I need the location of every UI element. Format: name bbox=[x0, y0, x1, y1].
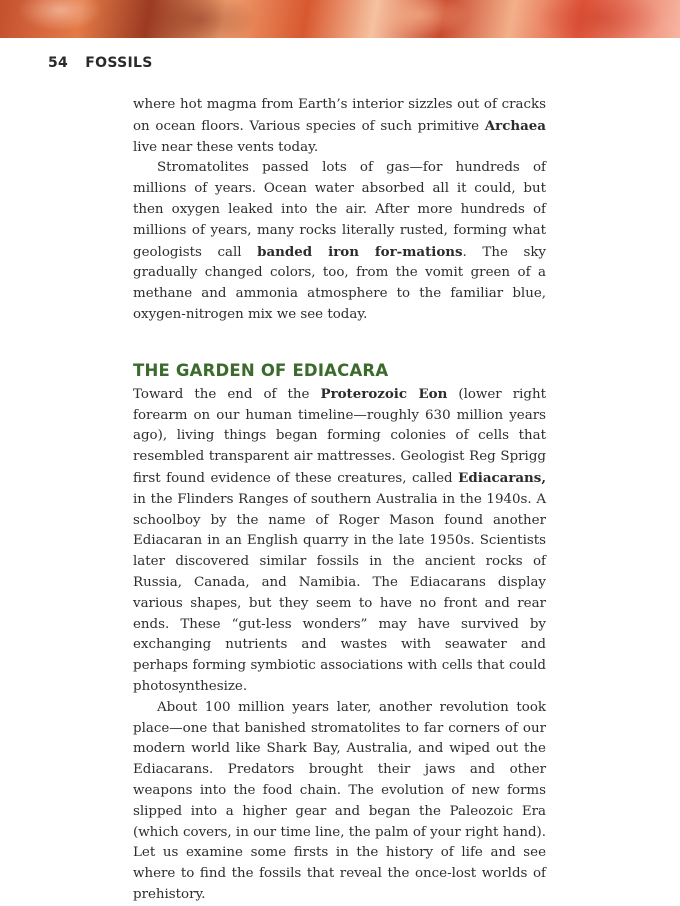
text-run: Toward the end of the bbox=[133, 386, 321, 402]
bold-term-proterozoic: Proterozoic Eon bbox=[320, 385, 448, 402]
paragraph-2 bbox=[133, 158, 546, 325]
paragraph-3 bbox=[133, 384, 546, 698]
text-run: where hot magma from Earth’s interior sizzles out of cracks on ocean floors. Various species of such primitive bbox=[133, 97, 546, 134]
paragraph-1 bbox=[133, 95, 546, 158]
page-number: 54 bbox=[48, 55, 69, 71]
text-run: live near these vents today. bbox=[133, 139, 319, 155]
text-run: About 100 million years later, another revolution took place—one that banished stromatolites to far corners of our modern world like Shark Bay, Australia, and wiped out the Ediacarans. Predators brought their jaws and other weapons into the food chain. The evolution of new forms slipped into a higher gear and began the Paleozoic Era (which covers, in our time line, the palm of your right hand). Let us examine some firsts in the history of life and see where to find the fossils that reveal the once-lost worlds of prehistory. bbox=[133, 699, 546, 902]
text-run: . The sky gradually changed colors, too, from the vomit green of a methane and ammonia atmosphere to the familiar blue, oxygen-nitrogen mix we see today. bbox=[133, 244, 546, 322]
text-run: in the Flinders Ranges of southern Australia in the 1940s. A schoolboy by the name of Roger Mason found another Ediacaran in an English quarry in the late 1950s. Scientists later discovered similar fossils in the ancient rocks of Russia, Canada, and Namibia. The Ediacarans display various shapes, but they seem to have no front and rear ends. These “gut-less wonders” may have survived by exchanging nutrients and wastes with seawater and perhaps forming symbiotic associations with cells that could photosynthesize. bbox=[133, 491, 546, 694]
decorative-banner-image bbox=[0, 0, 680, 38]
section-heading: THE GARDEN OF EDIACARA bbox=[133, 360, 389, 380]
bold-term-archaea: Archaea bbox=[484, 117, 546, 134]
paragraph-4 bbox=[133, 698, 546, 906]
body-text bbox=[133, 95, 546, 906]
chapter-title: FOSSILS bbox=[85, 55, 153, 71]
bold-term-banded-iron: banded iron for-mations bbox=[257, 243, 463, 260]
bold-term-ediacarans: Ediacarans, bbox=[458, 469, 546, 486]
text-run: (lower right forearm on our human timeline—roughly 630 million years ago), living things began forming colonies of cells that resembled transparent air mattresses. Geologist Reg Sprigg first found evidence of these creatures, called bbox=[133, 386, 546, 486]
text-run: Stromatolites passed lots of gas—for hundreds of millions of years. Ocean water absorbed all it could, but then oxygen leaked into the air. After more hundreds of millions of years, many rocks literally rusted, forming what geologists call bbox=[133, 160, 546, 260]
running-header bbox=[48, 55, 153, 71]
